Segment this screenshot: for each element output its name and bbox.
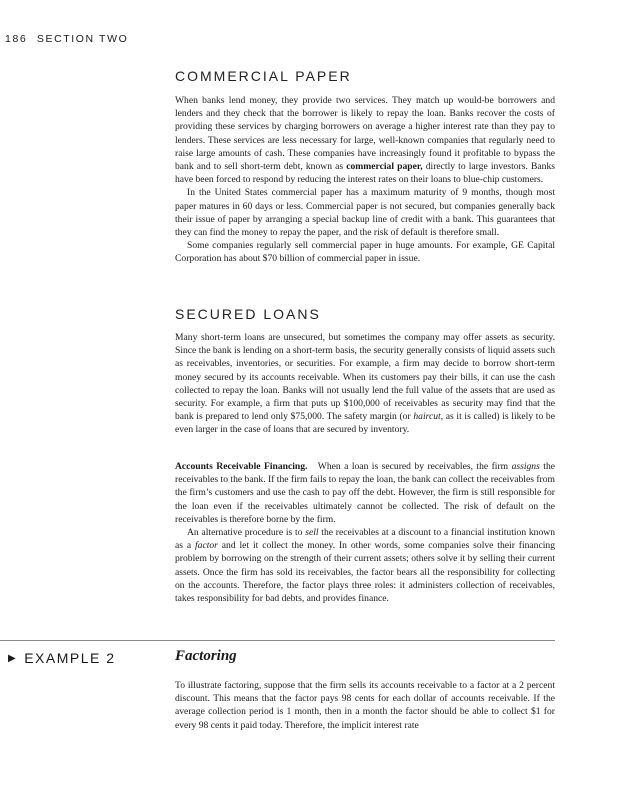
key-term: sell — [305, 527, 319, 539]
text-run: directly to large investors. Banks have been forced to respond by reducing the interest rates on their loans to blue-chip customers. — [175, 161, 555, 186]
text-run: and let it collect the money. In other words, some companies solve their financing problem by borrowing on the strength of their current assets; others solve it by selling their current assets. Once the firm has sold its receivables, the factor bears all the responsibility for collecting on the accounts. Therefore, the factor plays three roles: it administers collection of receivables, takes responsibility for bad debts, and provides finance. — [175, 540, 555, 605]
text-run: An alternative procedure is to — [187, 527, 306, 539]
triangle-right-icon: ▶ — [8, 652, 18, 664]
example-label — [8, 650, 116, 666]
key-term: commercial paper, — [346, 161, 423, 173]
example-body — [175, 679, 555, 732]
paragraph — [175, 331, 555, 437]
key-term: haircut, — [413, 411, 444, 423]
text-run: the receivables at a discount to a financial institution known as a — [175, 527, 555, 552]
text-run: Many short-term loans are unsecured, but sometimes the company may offer assets as security. Since the bank is lending on a short-term basis, the security generally consists of liquid assets such as receivables, inventories, or securities. For example, a firm may decide to borrow short-term money secured by its accounts receivable. When its customers pay their bills, it can use the cash collected to repay the loan. Banks will not usually lend the full value of the assets that are used as security. For example, a firm that puts up $100,000 of receivables as security may find that the bank is prepared to lend only $75,000. The safety margin (or — [175, 332, 555, 423]
paragraph: To illustrate factoring, suppose that the firm sells its accounts receivable to a factor at a 2 percent discount. This means that the factor pays 98 cents for each dollar of accounts receivable. If the average collection period is 1 month, then in a month the factor should be able to collect $1 for every 98 cents it paid today. Therefore, the implicit interest rate — [175, 680, 555, 731]
paragraph — [175, 94, 555, 186]
ar-financing-body — [175, 460, 555, 605]
secured-loans-body — [175, 331, 555, 437]
example-title: Factoring — [175, 648, 237, 664]
text-run: the receivables to the bank. If the firm fails to repay the loan, the bank can collect the receivables from the firm’s customers and use the cash to pay off the debt. However, the firm is still responsible for the loan even if the receivables ultimately cannot be collected. The risk of default on the receivables is therefore borne by the firm. — [175, 461, 556, 525]
commercial-paper-heading: COMMERCIAL PAPER — [175, 68, 352, 84]
commercial-paper-body — [175, 94, 555, 266]
section-label: SECTION TWO — [36, 33, 129, 45]
page-number: 186 — [5, 33, 28, 45]
example-number: EXAMPLE 2 — [24, 650, 116, 666]
key-term: factor — [195, 540, 218, 552]
text-run: When a loan is secured by receivables, the firm — [317, 461, 512, 472]
running-head — [5, 33, 128, 45]
paragraph — [175, 526, 555, 605]
run-in-heading: Accounts Receivable Financing. — [175, 461, 308, 472]
key-term: assigns — [511, 461, 540, 472]
paragraph: Some companies regularly sell commercial paper in huge amounts. For example, GE Capital Corporation has about $70 billion of commercial paper in issue. — [175, 240, 555, 265]
secured-loans-heading: SECURED LOANS — [175, 306, 321, 322]
paragraph: In the United States commercial paper has a maximum maturity of 9 months, though most paper matures in 60 days or less. Commercial paper is not secured, but companies generally back their issue of paper by arranging a special backup line of credit with a bank. This guarantees that they can find the money to repay the paper, and the risk of default is therefore small. — [175, 187, 555, 239]
paragraph — [175, 460, 555, 526]
text-run: When banks lend money, they provide two services. They match up would-be borrowers and lenders and they check that the borrower is likely to repay the loan. Banks recover the costs of providing these services by charging borrowers on average a higher interest rate than they pay to lenders. These services are less necessary for large, well-known companies that regularly need to raise large amounts of cash. These companies have increasingly found it profitable to bypass the bank and to sell short-term debt, known as — [175, 95, 555, 173]
section-divider — [0, 640, 555, 641]
text-run: as it is called) is likely to be even larger in the case of loans that are secured by inventory. — [175, 411, 555, 436]
